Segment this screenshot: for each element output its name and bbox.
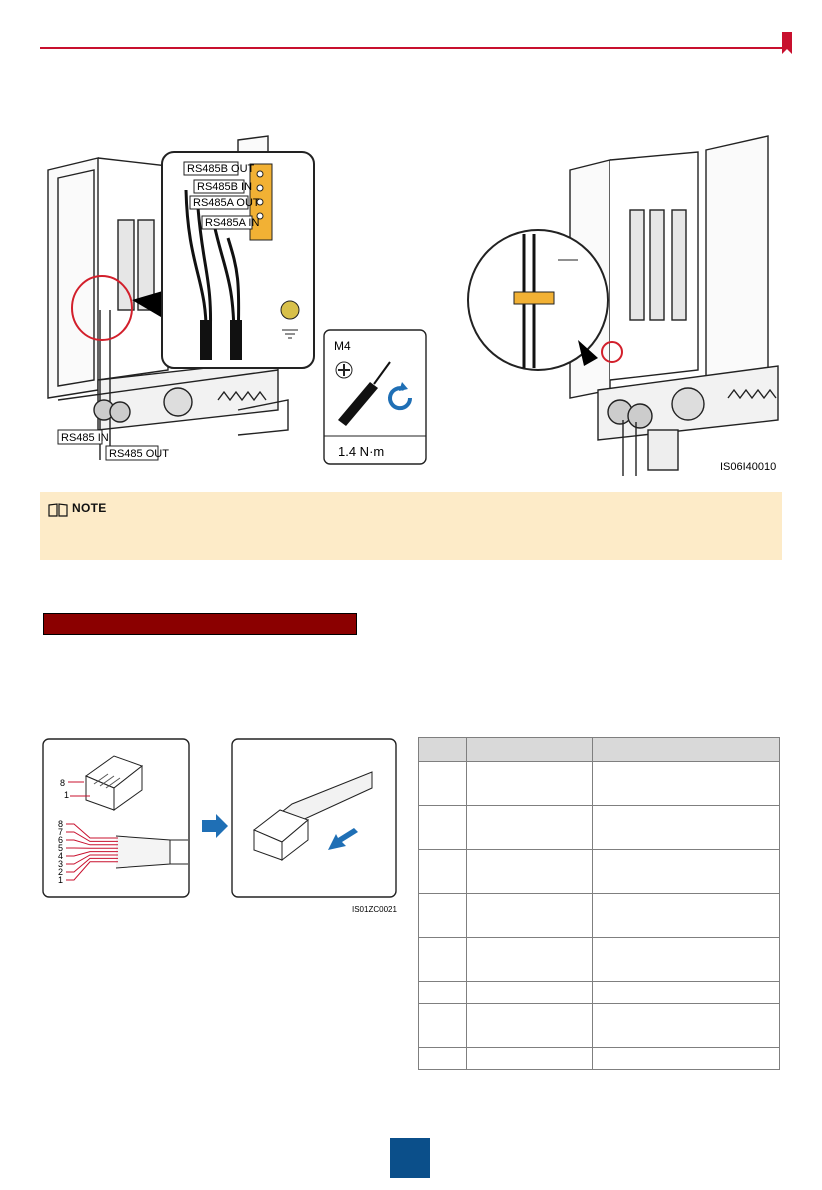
page-number-badge	[390, 1138, 430, 1178]
table-row	[419, 982, 780, 1004]
label-rs485a-in: RS485A IN	[205, 217, 260, 229]
label-rs485b-out: RS485B OUT	[187, 163, 255, 175]
wire-number-label: 5	[58, 843, 64, 853]
header-rule	[40, 47, 782, 49]
table-header-cell	[419, 738, 467, 762]
figure-id-bottom: IS01ZC0021	[352, 905, 397, 914]
open-book-icon	[48, 503, 68, 517]
label-rs485a-out: RS485A OUT	[193, 197, 260, 209]
label-rs485b-in: RS485B IN	[197, 181, 253, 193]
note-box	[40, 492, 782, 560]
cable-tie-detail	[468, 230, 608, 370]
wire-number-label: 7	[58, 827, 64, 837]
page-corner-mark	[780, 32, 794, 54]
wire-number-label: 8	[58, 819, 64, 829]
figure-id-top: IS06I40010	[720, 461, 777, 473]
screwdriver-torque-callout	[324, 330, 426, 464]
wire-number-label: 6	[58, 835, 64, 845]
next-step-arrow-icon	[202, 814, 228, 838]
rj45-crimp-figure	[42, 738, 398, 916]
table-header-cell	[593, 738, 780, 762]
table-row	[419, 850, 780, 894]
wire-number-label: 1	[58, 875, 64, 885]
cable-label-group	[58, 430, 169, 460]
pin-definition-table	[418, 737, 780, 1070]
table-row	[419, 1004, 780, 1048]
wire-number-label: 2	[58, 867, 64, 877]
pin-1-label: 1	[64, 790, 70, 800]
screw-size-label: M4	[334, 339, 351, 353]
table-header-cell	[467, 738, 593, 762]
table-row	[419, 894, 780, 938]
pin-8-label: 8	[60, 778, 66, 788]
note-label: NOTE	[72, 501, 107, 515]
section-heading-bar	[43, 613, 357, 635]
wire-number-labels	[58, 819, 63, 885]
wire-number-label: 3	[58, 859, 64, 869]
label-rs485-in: RS485 IN	[61, 432, 109, 444]
rs485-wiring-figure	[38, 130, 798, 486]
table-row	[419, 762, 780, 806]
table-row	[419, 806, 780, 850]
torque-value: 1.4 N·m	[338, 444, 385, 459]
wire-number-label: 4	[58, 851, 64, 861]
table-row	[419, 1048, 780, 1070]
table-header-row	[419, 738, 780, 762]
table-row	[419, 938, 780, 982]
label-rs485-out: RS485 OUT	[109, 448, 169, 460]
